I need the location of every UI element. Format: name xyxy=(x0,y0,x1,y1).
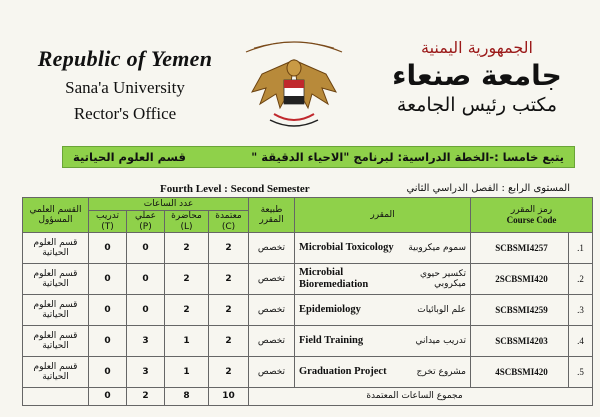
row-training: 0 xyxy=(89,295,127,326)
header-training xyxy=(89,211,127,233)
table-header-row xyxy=(23,198,593,211)
row-dept: قسم العلوم الحياتية xyxy=(23,326,89,357)
course-name-ar: تكسير حيوي ميكروبي xyxy=(419,268,466,289)
section-banner xyxy=(62,146,575,168)
eagle-emblem-icon xyxy=(234,30,354,135)
row-credit: 2 xyxy=(209,326,249,357)
row-code: SCBSMI4257 xyxy=(471,233,569,264)
totals-lecture: 8 xyxy=(165,388,209,406)
header-code-ar: رمز المقرر xyxy=(510,204,553,215)
header-dept: القسم العلمي المسؤول xyxy=(23,198,89,233)
row-course xyxy=(295,295,471,326)
row-dept: قسم العلوم الحياتية xyxy=(23,233,89,264)
totals-label: مجموع الساعات المعتمدة xyxy=(249,388,593,406)
row-practical: 0 xyxy=(127,295,165,326)
header-code-en: Course Code xyxy=(506,215,557,225)
course-name-en: Field Training xyxy=(299,334,364,346)
letterhead-arabic xyxy=(382,38,572,116)
row-index: .4 xyxy=(569,326,593,357)
row-course xyxy=(295,233,471,264)
row-type: تخصص xyxy=(249,264,295,295)
row-dept: قسم العلوم الحياتية xyxy=(23,295,89,326)
course-name-ar: مشروع تخرج xyxy=(416,366,466,377)
course-name-en: Graduation Project xyxy=(299,365,387,377)
office-name-ar: مكتب رئيس الجامعة xyxy=(396,94,558,116)
row-training: 0 xyxy=(89,233,127,264)
row-dept: قسم العلوم الحياتية xyxy=(23,357,89,388)
row-code: SCBSMI4203 xyxy=(471,326,569,357)
table-row xyxy=(23,326,593,357)
university-name-en: Sana'a University xyxy=(65,78,185,97)
header-training-label: تدريب xyxy=(96,211,119,222)
header-lecture-label: محاضرة xyxy=(171,211,202,222)
row-credit: 2 xyxy=(209,264,249,295)
letterhead-english xyxy=(30,46,220,124)
row-credit: 2 xyxy=(209,295,249,326)
header-credit xyxy=(209,211,249,233)
country-name-ar: الجمهورية اليمنية xyxy=(420,38,533,57)
totals-training: 0 xyxy=(89,388,127,406)
row-code: 4SCBSMI420 xyxy=(471,357,569,388)
totals-row xyxy=(23,388,593,406)
row-lecture: 1 xyxy=(165,326,209,357)
row-lecture: 1 xyxy=(165,357,209,388)
course-name-ar: علم الوبائيات xyxy=(417,304,466,315)
totals-credit: 10 xyxy=(209,388,249,406)
row-index: .5 xyxy=(569,357,593,388)
table-row xyxy=(23,233,593,264)
header-training-code: (T) xyxy=(101,221,114,232)
level-caption-en: Fourth Level : Second Semester xyxy=(160,183,310,195)
row-course xyxy=(295,326,471,357)
header-course: المقرر xyxy=(295,198,471,233)
header-hours-group: عدد الساعات xyxy=(89,198,249,211)
row-type: تخصص xyxy=(249,357,295,388)
header-credit-label: معتمدة xyxy=(215,211,242,222)
row-practical: 3 xyxy=(127,357,165,388)
course-name-en: Epidemiology xyxy=(299,303,361,315)
row-training: 0 xyxy=(89,357,127,388)
row-lecture: 2 xyxy=(165,264,209,295)
row-code: SCBSMI4259 xyxy=(471,295,569,326)
row-type: تخصص xyxy=(249,295,295,326)
header-lecture xyxy=(165,211,209,233)
study-plan-table xyxy=(22,197,593,406)
header-credit-code: (C) xyxy=(221,221,236,232)
table-row xyxy=(23,357,593,388)
row-index: .3 xyxy=(569,295,593,326)
header-practical-code: (P) xyxy=(139,221,152,232)
row-credit: 2 xyxy=(209,357,249,388)
banner-title: يتبع خامسا :-الخطة الدراسية: لبرنامج "الاحياء الدقيقة " xyxy=(251,150,564,164)
banner-department: قسم العلوم الحياتية xyxy=(73,150,186,164)
row-type: تخصص xyxy=(249,233,295,264)
totals-blank xyxy=(23,388,89,406)
row-index: .1 xyxy=(569,233,593,264)
country-name-en: Republic of Yemen xyxy=(37,46,213,71)
table-row xyxy=(23,264,593,295)
letterhead xyxy=(0,0,600,140)
row-training: 0 xyxy=(89,264,127,295)
course-name-ar: تدريب ميداني xyxy=(415,335,466,346)
row-type: تخصص xyxy=(249,326,295,357)
row-index: .2 xyxy=(569,264,593,295)
row-training: 0 xyxy=(89,326,127,357)
yemen-eagle-emblem xyxy=(234,30,354,135)
university-name-ar: جامعة صنعاء xyxy=(392,59,562,92)
row-code: 2SCBSMI420 xyxy=(471,264,569,295)
level-caption xyxy=(150,183,570,197)
header-course-code xyxy=(471,198,593,233)
course-name-en: Microbial Toxicology xyxy=(299,241,394,253)
row-practical: 0 xyxy=(127,233,165,264)
header-course-type: طبيعة المقرر xyxy=(249,198,295,233)
header-practical-label: عملي xyxy=(134,211,157,222)
office-name-en: Rector's Office xyxy=(73,104,177,123)
course-name-ar: سموم ميكروبية xyxy=(408,242,466,253)
row-practical: 0 xyxy=(127,264,165,295)
row-lecture: 2 xyxy=(165,295,209,326)
course-name-en: Microbial Bioremediation xyxy=(299,266,369,290)
totals-practical: 2 xyxy=(127,388,165,406)
row-lecture: 2 xyxy=(165,233,209,264)
table-row xyxy=(23,295,593,326)
header-lecture-code: (L) xyxy=(180,221,193,232)
header-practical xyxy=(127,211,165,233)
level-caption-ar: المستوى الرابع : الفصل الدراسي الثاني xyxy=(406,183,570,194)
row-course xyxy=(295,357,471,388)
row-dept: قسم العلوم الحياتية xyxy=(23,264,89,295)
row-credit: 2 xyxy=(209,233,249,264)
row-practical: 3 xyxy=(127,326,165,357)
row-course xyxy=(295,264,471,295)
